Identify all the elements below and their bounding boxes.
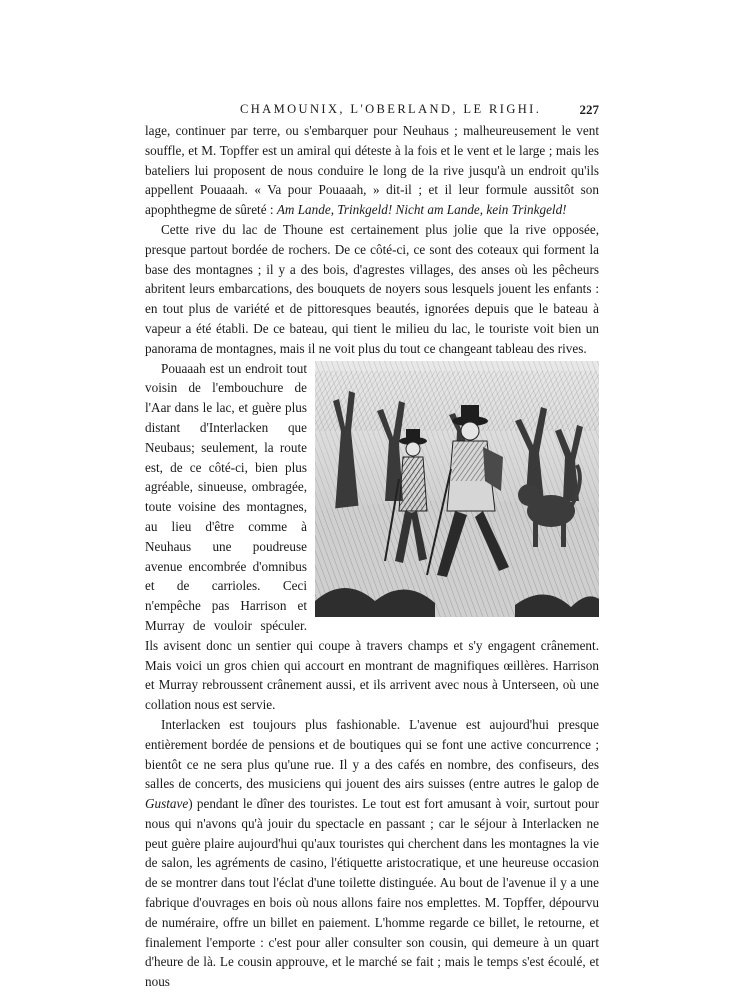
paragraph-4-text-b: ) pendant le dîner des touristes. Le tout est fort amusant à voir, surtout pour nous qui n'avons qu'à jouir du spectacle en passant ; car le séjour à Interlacken ne peut guère plaire aujourd'hui qu'aux touristes qui cherchent dans les montagnes la vie de salon, les agréments de casino, l'étiquette aristocratique, et une heureuse occasion de se montrer dans tout l'éclat d'une toilette distinguée. Au bout de l'avenue il y a une fabrique d'ouvrages en bois où nous allons faire nos emplettes. M. Topffer, dépourvu de numéraire, offre un billet en paiement. L'homme regarde ce billet, le retourne, et finalement l'emporte : c'est pour aller consulter son cousin, qui demeure à un quart d'heure de là. Le cousin approuve, et le marché se fait ; mais le temps s'est écoulé, et nous <box>145 796 599 990</box>
paragraph-3-text: Pouaaah est un endroit tout voisin de l'embouchure de l'Aar dans le lac, et guère plus distant d'Interlacken que Neubaus; seulement, la route est, de ce côté-ci, bien plus agréable, sinueuse, ombragée, toute voisine des montagnes, au lieu d'être comme à Neuhaus une poudreuse avenue encombrée d'omnibus et de carrioles. Ceci n'empêche pas Harrison et Murray de vouloir spéculer. Ils avisent donc un sentier qui coupe à travers champs et s'y engagent crânement. Mais voici un gros chien qui accourt en montrant de magnifiques œillères. Harrison et Murray rebroussent crânement aussi, et ils arrivent avec nous à Unterseen, où une collation nous est servie. <box>145 360 599 713</box>
engraving-illustration <box>315 361 599 617</box>
paragraph-1-italic: Am Lande, Trinkgeld! Nicht am Lande, kein Trinkgeld! <box>276 202 567 218</box>
paragraph-1 <box>145 121 599 220</box>
body-text <box>145 121 599 992</box>
paragraph-2: Cette rive du lac de Thoune est certainement plus jolie que la rive opposée, presque partout bordée de rochers. De ce côté-ci, ce sont des coteaux qui forment la base des montagnes ; il y a des bois, d'agrestes villages, des anses où les pêcheurs abritent leurs embarcations, des bouquets de noyers sous lesquels jouent les enfants : en tout plus de variété et de pittoresques beautés, ignorées depuis que le bateau à vapeur a été établi. De ce bateau, qui tient le milieu du lac, le touriste voit bien un panorama de montagnes, mais il ne voit plus du tout ce changeant tableau des rives. <box>145 221 599 356</box>
page-number: 227 <box>579 102 599 117</box>
paragraph-4-text-a: Interlacken est toujours plus fashionable. L'avenue est aujourd'hui presque entièrement bordée de pensions et de boutiques qui se font une active concurrence ; bientôt ce ne sera plus qu'une rue. Il y a des cafés en nombre, des confiseurs, des salles de concerts, des musiciens qui jouent des airs suisses (entre autres le galop de <box>145 716 599 792</box>
paragraph-3 <box>145 359 599 715</box>
running-head <box>145 102 599 122</box>
running-title: CHAMOUNIX, L'OBERLAND, LE RIGHI. <box>240 102 542 116</box>
paragraph-4 <box>145 715 599 992</box>
paragraph-1-text: lage, continuer par terre, ou s'embarquer pour Neuhaus ; malheureusement le vent souffle, et M. Topffer est un amiral qui déteste à la fois et le vent et le large ; mais les bateliers lui proposent de nous conduire le long de la rive jusqu'à un endroit qu'ils appellent Pouaaah. « Va pour Pouaaah, » dit-il ; et il leur formule aussitôt son apophthegme de sûreté : <box>145 123 599 218</box>
illustration-figure <box>315 361 599 617</box>
paragraph-4-italic: Gustave <box>145 796 189 812</box>
